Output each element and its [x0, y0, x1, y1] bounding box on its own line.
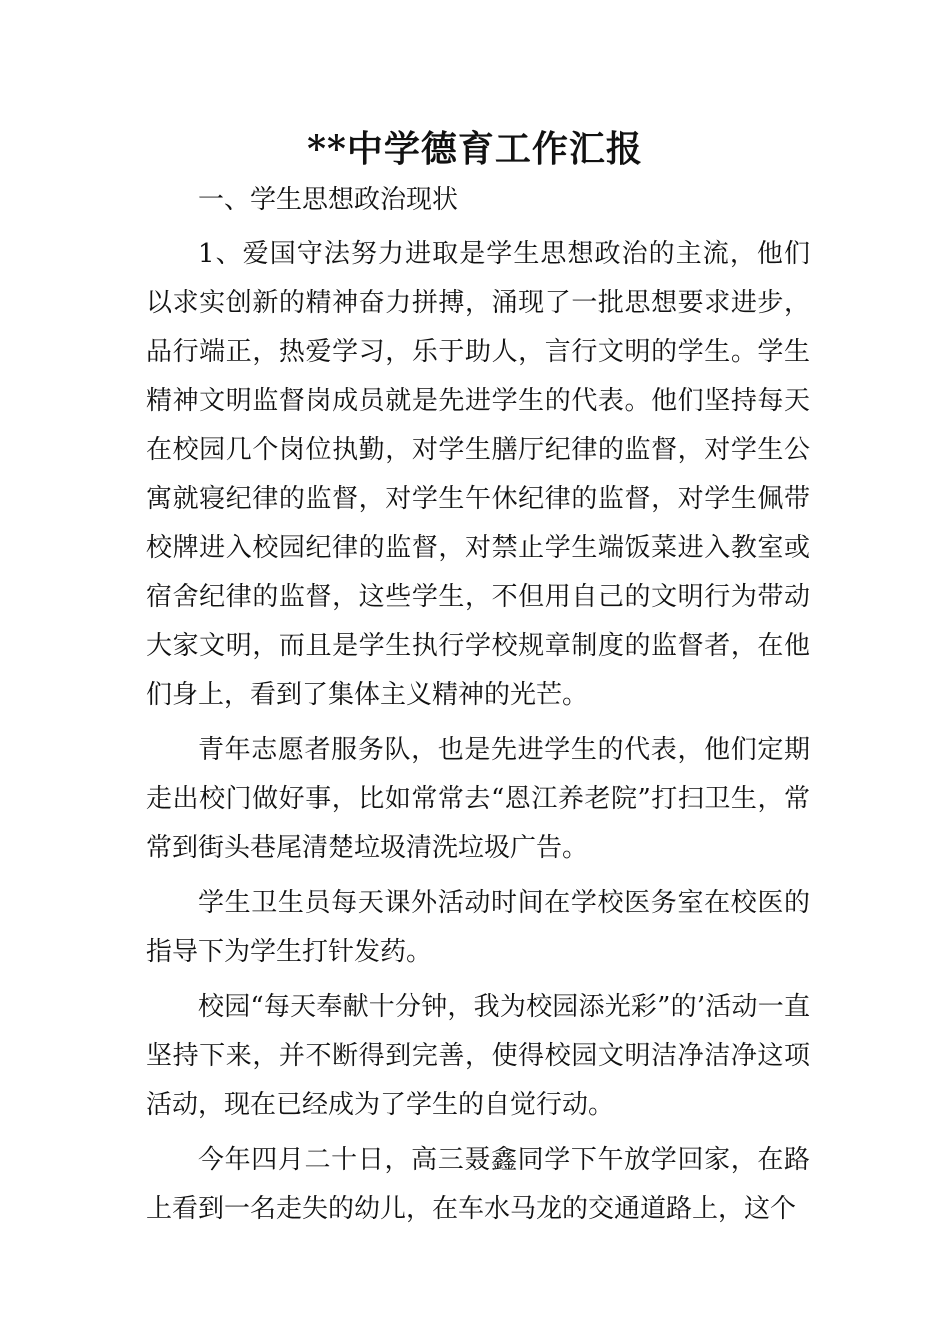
paragraph-5: 今年四月二十日，高三聂鑫同学下午放学回家，在路上看到一名走失的幼儿，在车水马龙的交通道路上，这个: [146, 1145, 810, 1224]
paragraph-3: 学生卫生员每天课外活动时间在学校医务室在校医的指导下为学生打针发药。: [146, 888, 810, 967]
paragraph-2: 青年志愿者服务队，也是先进学生的代表，他们定期走出校门做好事，比如常常去“恩江养老院”打扫卫生，常常到街头巷尾清楚垃圾清洗垃圾广告。: [146, 735, 810, 863]
paragraph-4: 校园“每天奉献十分钟，我为校园添光彩”的’活动一直坚持下来，并不断得到完善，使得校园文明洁净洁净这项活动，现在已经成为了学生的自觉行动。: [146, 992, 810, 1120]
document-title: **中学德育工作汇报: [307, 128, 643, 170]
document-body: [146, 176, 810, 1234]
paragraph-1: 1、爱国守法努力进取是学生思想政治的主流，他们以求实创新的精神奋力拼搏，涌现了一批思想要求进步，品行端正，热爱学习，乐于助人，言行文明的学生。学生精神文明监督岗成员就是先进学生的代表。他们坚持每天在校园几个岗位执勤，对学生膳厅纪律的监督，对学生公寓就寝纪律的监督，对学生午休纪律的监督，对学生佩带校牌进入校园纪律的监督，对禁止学生端饭菜进入教室或宿舍纪律的监督，这些学生，不但用自己的文明行为带动大家文明，而且是学生执行学校规章制度的监督者，在他们身上，看到了集体主义精神的光芒。: [146, 239, 810, 710]
section-heading: 一、学生思想政治现状: [198, 185, 459, 215]
